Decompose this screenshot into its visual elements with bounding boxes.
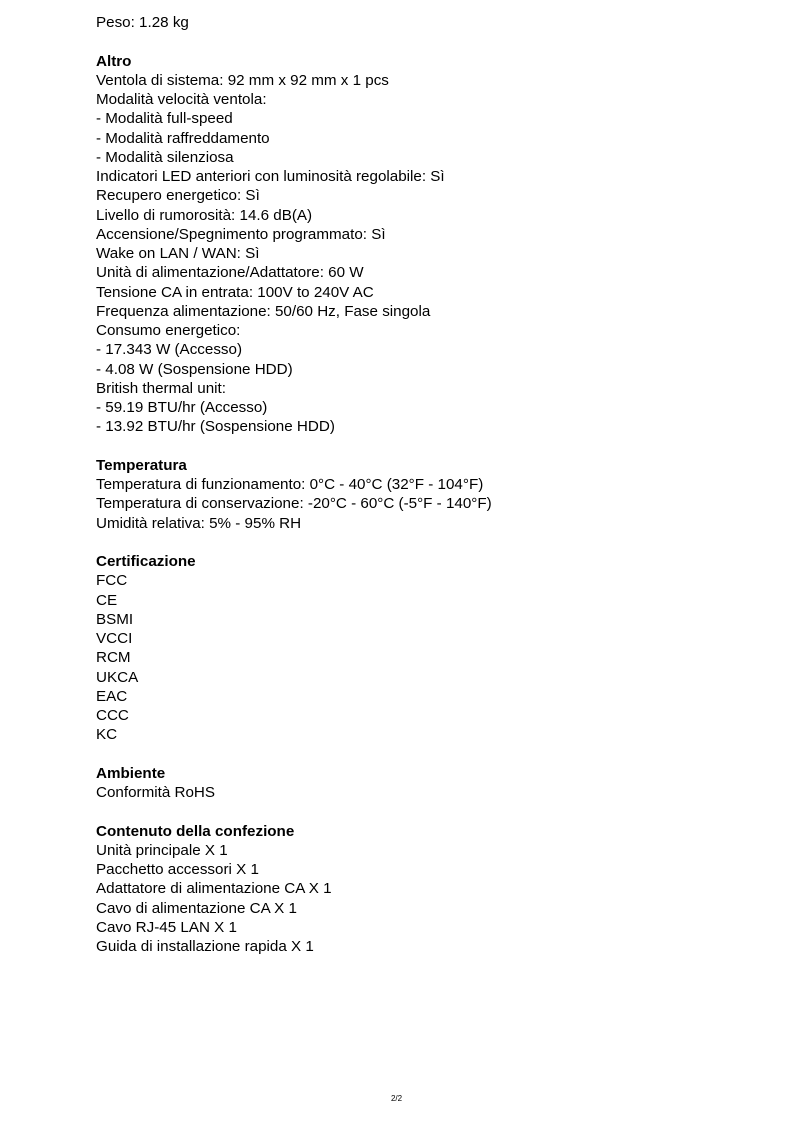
- spec-line: - 4.08 W (Sospensione HDD): [96, 360, 293, 378]
- spec-line: - Modalità full-speed: [96, 110, 233, 128]
- spec-line: Consumo energetico:: [96, 322, 241, 339]
- spec-line: Cavo RJ-45 LAN X 1: [96, 918, 237, 936]
- section-gap: [96, 437, 776, 456]
- section-gap: [96, 32, 776, 51]
- spec-line: Conformità RoHS: [96, 784, 216, 801]
- intro-line: Peso: 1.28 kg: [96, 14, 189, 31]
- spec-line: Unità di alimentazione/Adattatore: 60 W: [96, 264, 364, 282]
- spec-line: Ventola di sistema: 92 mm x 92 mm x 1 pcs: [96, 71, 389, 89]
- section-gap: [96, 802, 776, 821]
- section-heading: Temperatura: [96, 456, 187, 474]
- section-certificazione: [96, 533, 776, 745]
- spec-line: Pacchetto accessori X 1: [96, 861, 259, 878]
- spec-line: RCM: [96, 649, 131, 667]
- spec-line: - Modalità silenziosa: [96, 148, 234, 166]
- section-heading: Altro: [96, 52, 132, 70]
- spec-line: CCC: [96, 707, 129, 724]
- spec-line: - Modalità raffreddamento: [96, 129, 270, 147]
- section-altro: [96, 32, 776, 436]
- spec-line: BSMI: [96, 610, 134, 628]
- page-number: 2/2: [390, 1094, 403, 1103]
- spec-line: KC: [96, 726, 118, 744]
- spec-line: FCC: [96, 572, 128, 590]
- spec-line: Temperatura di conservazione: -20°C - 60°C (-5°F - 140°F): [96, 495, 492, 513]
- spec-line: Frequenza alimentazione: 50/60 Hz, Fase singola: [96, 302, 431, 320]
- spec-line: CE: [96, 591, 118, 609]
- section-ambiente: [96, 745, 776, 803]
- spec-line: Guida di installazione rapida X 1: [96, 938, 314, 955]
- section-gap: [96, 745, 776, 764]
- spec-line: EAC: [96, 687, 128, 705]
- spec-line: Accensione/Spegnimento programmato: Sì: [96, 225, 386, 243]
- spec-line: British thermal unit:: [96, 379, 226, 397]
- section-heading: Certificazione: [96, 553, 196, 570]
- spec-line: VCCI: [96, 630, 133, 647]
- section-temperatura: [96, 437, 776, 533]
- spec-line: Umidità relativa: 5% - 95% RH: [96, 514, 302, 532]
- spec-line: Unità principale X 1: [96, 841, 228, 859]
- spec-line: Livello di rumorosità: 14.6 dB(A): [96, 206, 313, 224]
- spec-line: - 59.19 BTU/hr (Accesso): [96, 399, 268, 416]
- spec-line: - 13.92 BTU/hr (Sospensione HDD): [96, 418, 335, 436]
- spec-line: Adattatore di alimentazione CA X 1: [96, 880, 332, 898]
- section-heading: Ambiente: [96, 764, 166, 782]
- spec-line: Tensione CA in entrata: 100V to 240V AC: [96, 283, 374, 301]
- spec-line: Recupero energetico: Sì: [96, 187, 260, 205]
- spec-line: Cavo di alimentazione CA X 1: [96, 899, 297, 917]
- spec-line: Wake on LAN / WAN: Sì: [96, 245, 260, 262]
- section-heading: Contenuto della confezione: [96, 822, 295, 840]
- spec-line: Modalità velocità ventola:: [96, 91, 267, 108]
- spec-line: Indicatori LED anteriori con luminosità regolabile: Sì: [96, 168, 445, 185]
- spec-line: Temperatura di funzionamento: 0°C - 40°C (32°F - 104°F): [96, 476, 484, 493]
- spec-line: - 17.343 W (Accesso): [96, 341, 243, 359]
- spec-sections: [96, 32, 776, 956]
- spec-document: [96, 13, 776, 956]
- section-gap: [96, 533, 776, 552]
- spec-line: UKCA: [96, 668, 139, 686]
- intro-block: [96, 13, 776, 32]
- section-contenuto-della-confezione: [96, 802, 776, 956]
